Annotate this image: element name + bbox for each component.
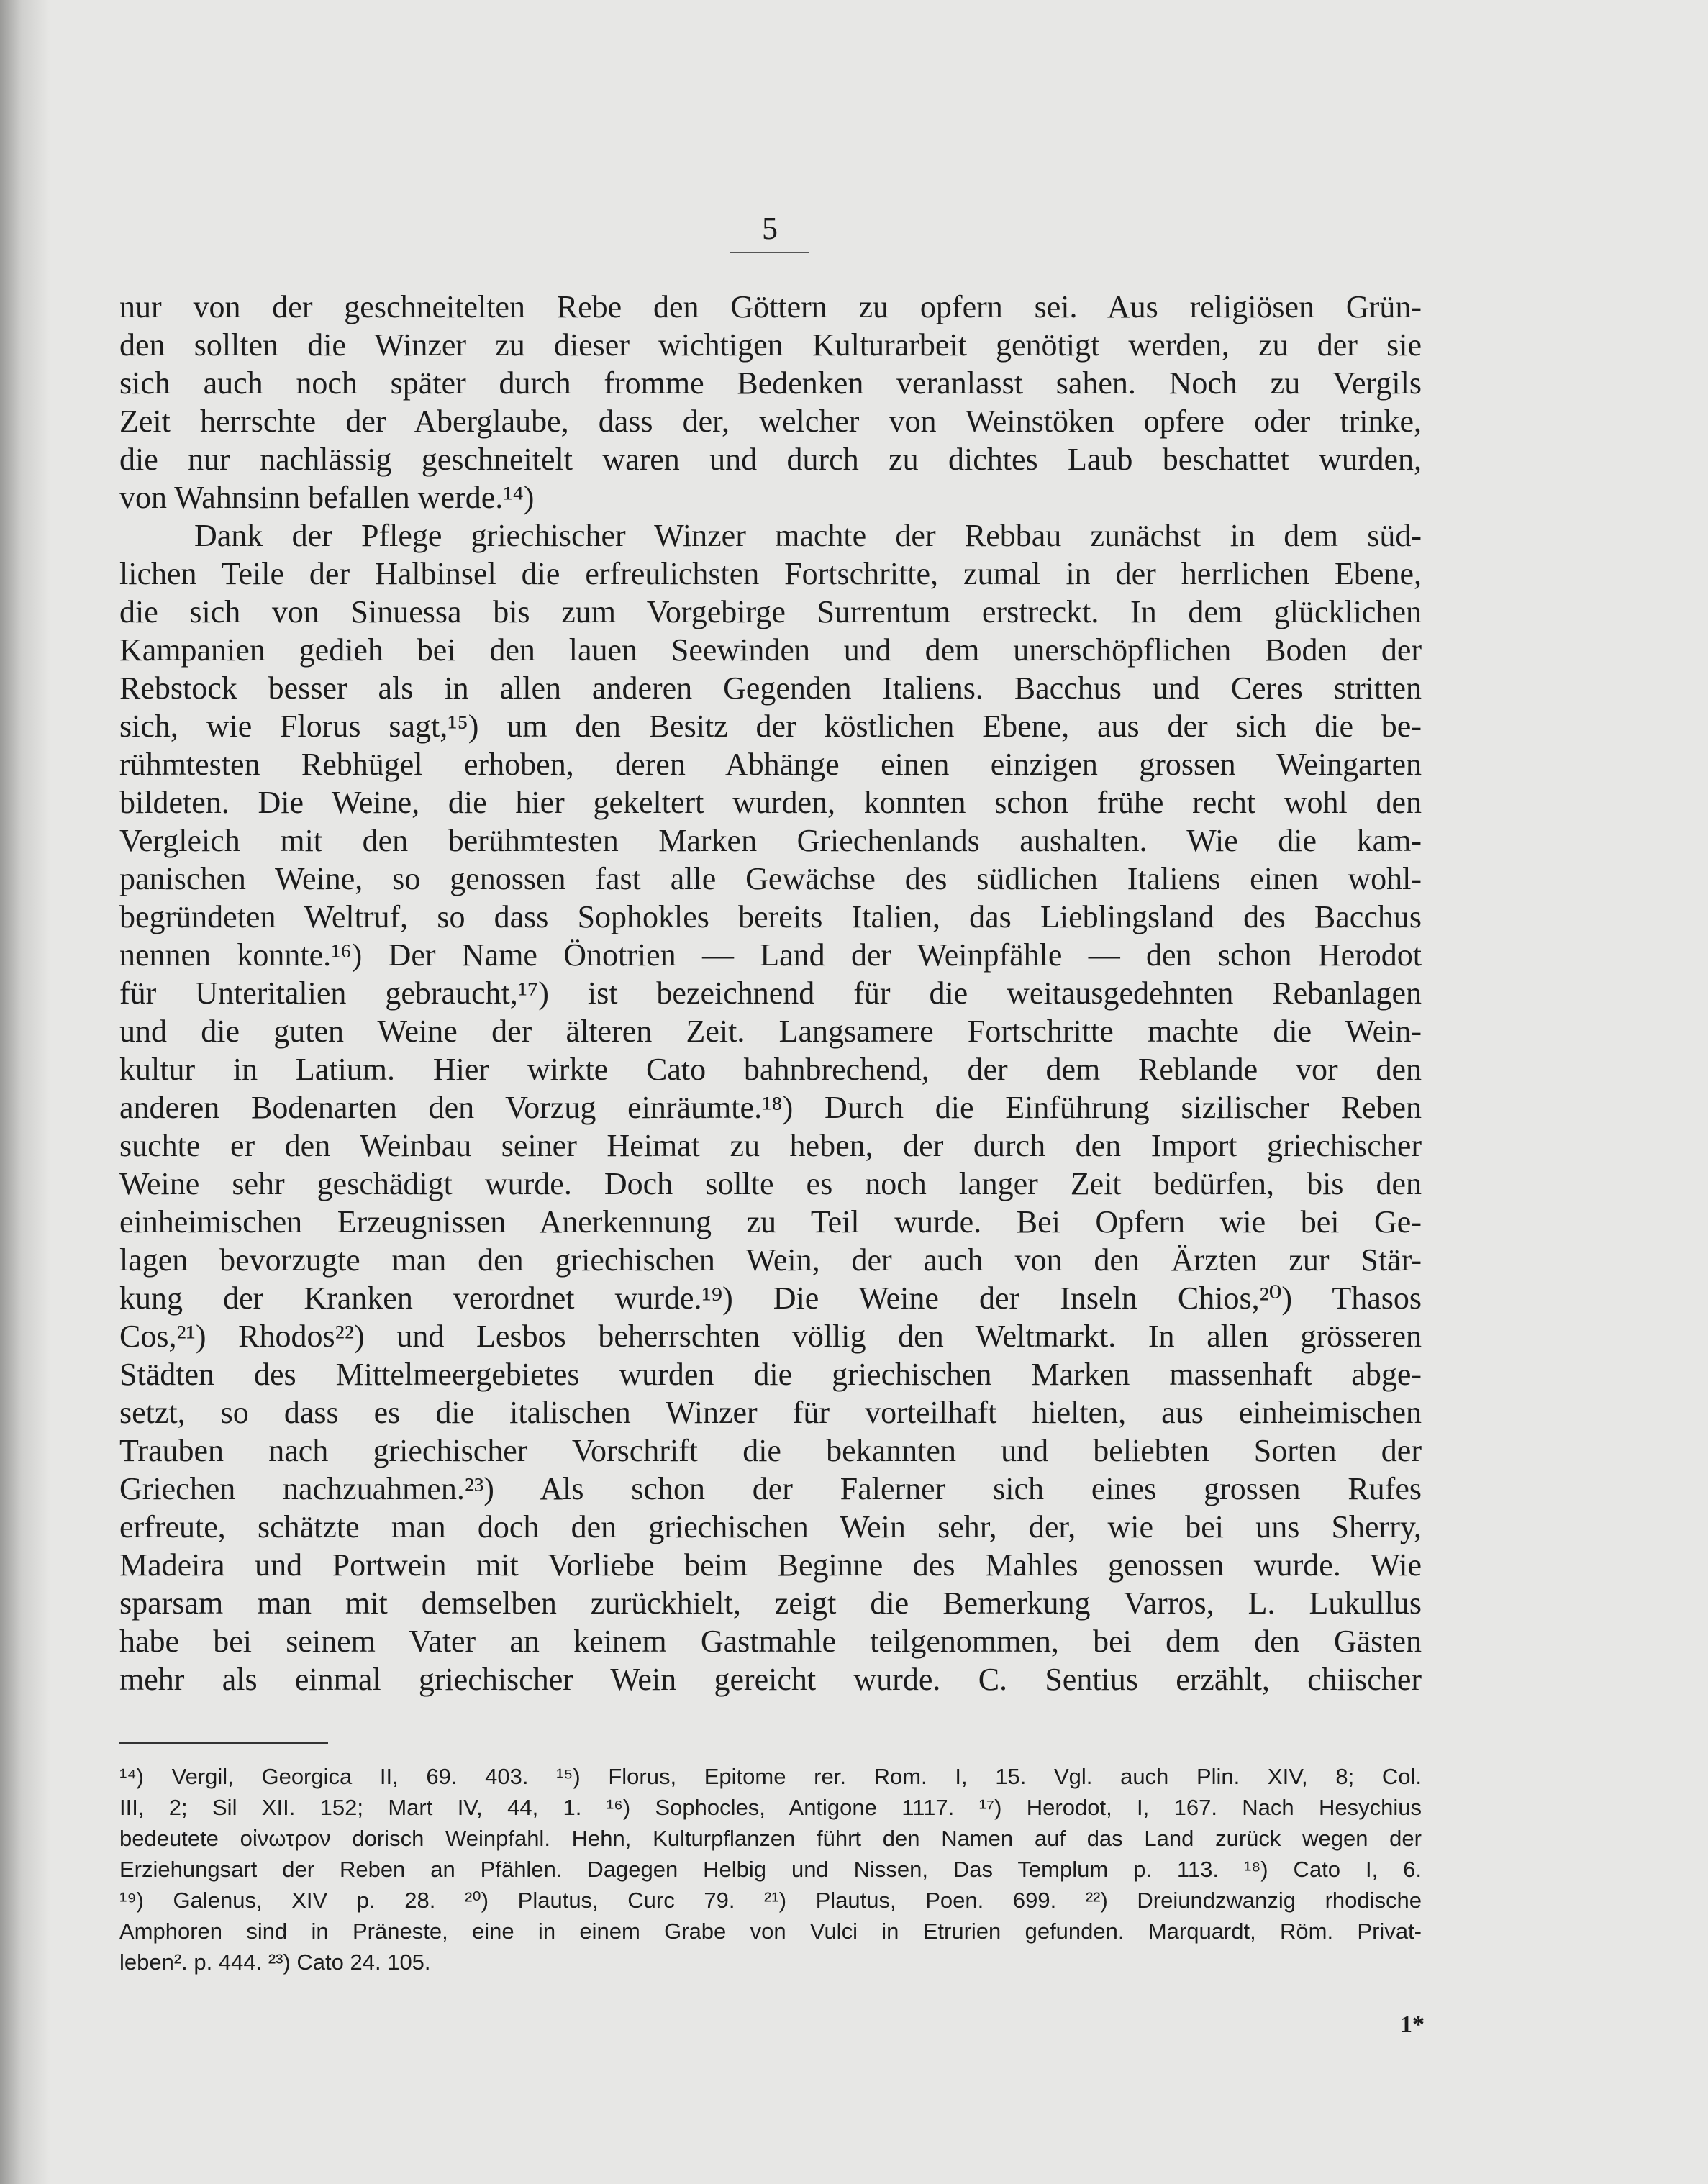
text-line: begründeten Weltruf, so dass Sophokles bereits Italien, das Lieblingsland des Bacchus (119, 899, 1422, 934)
text-line: sich auch noch später durch fromme Bedenken veranlasst sahen. Noch zu Vergils (119, 365, 1422, 401)
page-number-rule (730, 252, 809, 253)
text-line: den sollten die Winzer zu dieser wichtigen Kulturarbeit genötigt werden, zu der sie (119, 327, 1422, 363)
text-line: Trauben nach griechischer Vorschrift die bekannten und beliebten Sorten der (119, 1433, 1422, 1468)
text-line: Weine sehr geschädigt wurde. Doch sollte es noch langer Zeit bedürfen, bis den (119, 1166, 1422, 1201)
text-line: mehr als einmal griechischer Wein gereicht wurde. C. Sentius erzählt, chiischer (119, 1662, 1422, 1697)
text-line: Cos,²¹) Rhodos²²) und Lesbos beherrschten völlig den Weltmarkt. In allen grösseren (119, 1319, 1422, 1354)
sheet-signature: 1* (1400, 2011, 1425, 2038)
text-line: rühmtesten Rebhügel erhoben, deren Abhänge einen einzigen grossen Weingarten (119, 747, 1422, 782)
footnote-line: ¹⁴) Vergil, Georgica II, 69. 403. ¹⁵) Florus, Epitome rer. Rom. I, 15. Vgl. auch Plin. XIV, 8; Col. (119, 1764, 1422, 1789)
text-line: sich, wie Florus sagt,¹⁵) um den Besitz der köstlichen Ebene, aus der sich die be- (119, 709, 1422, 744)
text-line: Griechen nachzuahmen.²³) Als schon der Falerner sich eines grossen Rufes (119, 1471, 1422, 1506)
footnotes (119, 1761, 1422, 1978)
text-line: panischen Weine, so genossen fast alle Gewächse des südlichen Italiens einen wohl- (119, 861, 1422, 896)
footnote-line: Erziehungsart der Reben an Pfählen. Dagegen Helbig und Nissen, Das Templum p. 113. ¹⁸) Cato I, 6. (119, 1857, 1422, 1882)
text-line: Städten des Mittelmeergebietes wurden die griechischen Marken massenhaft abge- (119, 1357, 1422, 1392)
paragraph-1 (119, 288, 1422, 517)
footnote-line: leben². p. 444. ²³) Cato 24. 105. (119, 1949, 431, 1975)
text-line: bildeten. Die Weine, die hier gekeltert wurden, konnten schon frühe recht wohl den (119, 785, 1422, 820)
text-line: kung der Kranken verordnet wurde.¹⁹) Die Weine der Inseln Chios,²⁰) Thasos (119, 1280, 1422, 1316)
main-text (119, 288, 1422, 1698)
text-line: kultur in Latium. Hier wirkte Cato bahnbrechend, der dem Reblande vor den (119, 1052, 1422, 1087)
text-line: für Unteritalien gebraucht,¹⁷) ist bezeichnend für die weitausgedehnten Rebanlagen (119, 975, 1422, 1011)
text-line: Madeira und Portwein mit Vorliebe beim Beginne des Mahles genossen wurde. Wie (119, 1547, 1422, 1583)
page-number: 5 (762, 211, 778, 246)
text-line: Kampanien gedieh bei den lauen Seewinden und dem unerschöpflichen Boden der (119, 632, 1422, 668)
text-line: Rebstock besser als in allen anderen Gegenden Italiens. Bacchus und Ceres stritten (119, 670, 1422, 706)
footnote-line: ¹⁹) Galenus, XIV p. 28. ²⁰) Plautus, Curc 79. ²¹) Plautus, Poen. 699. ²²) Dreiundzwanzig rhodische (119, 1888, 1422, 1913)
text-line: sparsam man mit demselben zurückhielt, zeigt die Bemerkung Varros, L. Lukullus (119, 1585, 1422, 1621)
text-line: habe bei seinem Vater an keinem Gastmahle teilgenommen, bei dem den Gästen (119, 1624, 1422, 1659)
text-line: setzt, so dass es die italischen Winzer für vorteilhaft hielten, aus einheimischen (119, 1395, 1422, 1430)
text-line: Zeit herrschte der Aberglaube, dass der, welcher von Weinstöken opfere oder trinke, (119, 404, 1422, 439)
text-line: erfreute, schätzte man doch den griechischen Wein sehr, der, wie bei uns Sherry, (119, 1509, 1422, 1544)
footnote-line: III, 2; Sil XII. 152; Mart IV, 44, 1. ¹⁶) Sophocles, Antigone 1117. ¹⁷) Herodot, I, 167. Nach Hesychius (119, 1795, 1422, 1820)
text-line: von Wahnsinn befallen werde.¹⁴) (119, 480, 535, 515)
scan-shadow-edge (0, 0, 50, 2184)
text-line: einheimischen Erzeugnissen Anerkennung zu Teil wurde. Bei Opfern wie bei Ge- (119, 1204, 1422, 1239)
footnote-line: Amphoren sind in Präneste, eine in einem Grabe von Vulci in Etrurien gefunden. Marquardt, Röm. Privat- (119, 1919, 1422, 1944)
text-line: die nur nachlässig geschneitelt waren und durch zu dichtes Laub beschattet wurden, (119, 442, 1422, 477)
text-line: lagen bevorzugte man den griechischen Wein, der auch von den Ärzten zur Stär- (119, 1242, 1422, 1278)
text-line: lichen Teile der Halbinsel die erfreulichsten Fortschritte, zumal in der herrlichen Ebene, (119, 556, 1422, 591)
text-line: Vergleich mit den berühmtesten Marken Griechenlands aushalten. Wie die kam- (119, 823, 1422, 858)
text-line: und die guten Weine der älteren Zeit. Langsamere Fortschritte machte die Wein- (119, 1014, 1422, 1049)
text-line: Dank der Pflege griechischer Winzer machte der Rebbau zunächst in dem süd- (194, 518, 1422, 553)
text-line: nur von der geschneitelten Rebe den Göttern zu opfern sei. Aus religiösen Grün- (119, 289, 1422, 324)
paragraph-2 (119, 517, 1422, 1698)
text-line: nennen konnte.¹⁶) Der Name Önotrien — Land der Weinpfähle — den schon Herodot (119, 937, 1422, 973)
text-line: anderen Bodenarten den Vorzug einräumte.¹⁸) Durch die Einführung sizilischer Reben (119, 1090, 1422, 1125)
footnote-divider (119, 1742, 328, 1744)
footnote-line: bedeutete οἰνωτρον dorisch Weinpfahl. Hehn, Kulturpflanzen führt den Namen auf das Land zurück wegen der (119, 1826, 1422, 1851)
text-line: suchte er den Weinbau seiner Heimat zu heben, der durch den Import griechischer (119, 1128, 1422, 1163)
text-line: die sich von Sinuessa bis zum Vorgebirge Surrentum erstreckt. In dem glücklichen (119, 594, 1422, 629)
